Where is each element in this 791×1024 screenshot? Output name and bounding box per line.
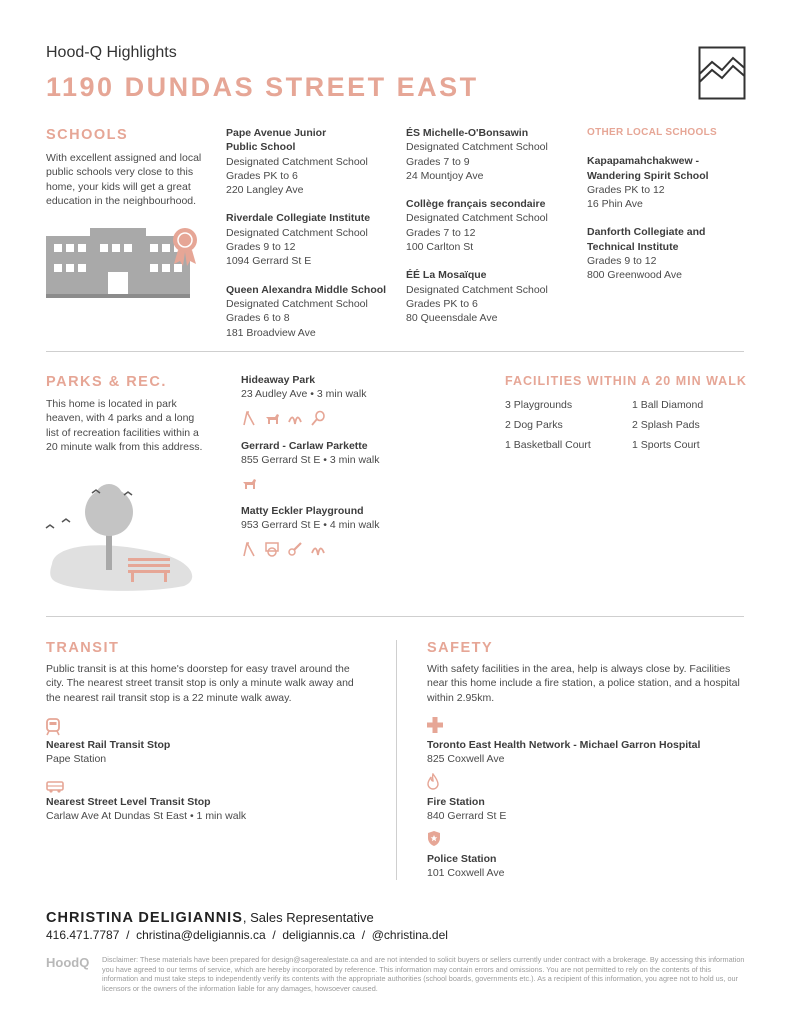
school-address: 181 Broadview Ave (226, 326, 316, 339)
police-badge-icon (427, 830, 441, 852)
park-amenity-icons (241, 475, 471, 491)
agent-name: CHRISTINA DELIGIANNIS (46, 910, 243, 926)
facilities-left (505, 395, 591, 455)
park-name: Hideaway Park (241, 374, 316, 386)
school-name: ÉS Michelle-O'Bonsawin (406, 127, 529, 139)
school-name: Technical Institute (587, 240, 679, 253)
school-grades: Grades 7 to 9 (406, 155, 470, 168)
police-station-label: Police Station (427, 853, 497, 865)
school-type: Designated Catchment School (226, 297, 368, 310)
playground-icon (241, 541, 257, 557)
school-name: Wandering Spirit School (587, 169, 709, 182)
school-grades: Grades PK to 12 (587, 183, 665, 196)
fire-station-label: Fire Station (427, 796, 485, 808)
schools-column-1 (226, 126, 396, 340)
house-mountain-logo-icon (698, 46, 746, 100)
splash-pad-icon (310, 541, 326, 557)
safety-title: SAFETY (427, 640, 494, 656)
street-stop-value: Carlaw Ave At Dundas St East • 1 min walk (46, 810, 247, 823)
facility-item: 2 Dog Parks (505, 419, 563, 431)
school-name: Riverdale Collegiate Institute (226, 212, 371, 225)
park-entry[interactable] (241, 439, 471, 492)
parks-list (241, 373, 471, 557)
playground-icon (241, 410, 257, 426)
section-divider (46, 351, 744, 352)
other-schools-title: OTHER LOCAL SCHOOLS (587, 127, 717, 138)
school-address: 100 Carlton St (406, 241, 474, 254)
park-detail: 953 Gerrard St E • 4 min walk (241, 519, 380, 532)
rail-stop-value: Pape Station (46, 753, 107, 766)
baseball-icon (287, 541, 303, 557)
column-divider (396, 640, 397, 880)
police-station-value: 101 Coxwell Ave (427, 867, 505, 880)
rail-stop-label: Nearest Rail Transit Stop (46, 739, 171, 751)
school-name: Collège français secondaire (406, 198, 546, 211)
school-address: 16 Phin Ave (587, 198, 643, 211)
facility-item: 3 Playgrounds (505, 399, 573, 411)
police-station[interactable] (427, 852, 504, 881)
school-grades: Grades 9 to 12 (226, 241, 296, 254)
school-grades: Grades PK to 6 (406, 297, 478, 310)
disclaimer: Disclaimer: These materials have been prepared for design@sagerealestate.ca and are not intended to solicit buyers or sellers currently under contract with a brokerage. By accessing this information you have agreed to our terms of service, which are hereby incorporated by reference. This information may contain errors and omissions. You are not permitted to rely on the contents of this information and must take steps to independently verify its contents with the appropriate authorities (school boards, governments etc.). As a recipient of this information, you agree not to hold us, our licensors or the owners of the information liable for any damages, howsoever caused. (102, 955, 745, 993)
school-address: 80 Queensdale Ave (406, 312, 498, 325)
school-entry[interactable] (587, 154, 757, 211)
facility-item: 1 Sports Court (632, 439, 700, 451)
school-name: Public School (226, 141, 296, 154)
hospital-label: Toronto East Health Network - Michael Garron Hospital (427, 739, 701, 751)
street-stop[interactable] (46, 795, 246, 824)
school-building-illustration (46, 222, 206, 305)
school-name: ÉÉ La Mosaïque (406, 269, 487, 282)
street-stop-label: Nearest Street Level Transit Stop (46, 796, 211, 808)
school-address: 1094 Gerrard St E (226, 255, 312, 268)
other-schools-column (587, 126, 757, 283)
park-amenity-icons (241, 410, 471, 426)
facility-item: 1 Basketball Court (505, 439, 591, 451)
park-tree-illustration (44, 480, 204, 597)
school-type: Designated Catchment School (406, 141, 548, 154)
tennis-icon (310, 410, 326, 426)
school-address: 800 Greenwood Ave (587, 269, 682, 282)
fire-station-value: 840 Gerrard St E (427, 810, 507, 823)
transit-description: Public transit is at this home's doorstep for easy travel around the city. The nearest street transit stop is only a minute walk away and the nearest rail transit stop is a 22 minute walk away. (46, 663, 354, 704)
school-entry[interactable] (226, 283, 396, 340)
schools-description: With excellent assigned and local public schools very close to this home, your kids will get a great education in the neighbourhood. (46, 152, 202, 208)
school-name: Pape Avenue Junior (226, 127, 327, 139)
school-type: Designated Catchment School (406, 283, 548, 296)
schools-title: SCHOOLS (46, 127, 129, 143)
splash-pad-icon (287, 410, 303, 426)
dog-icon (264, 410, 280, 426)
fire-station[interactable] (427, 795, 506, 824)
section-divider (46, 616, 744, 617)
park-entry[interactable] (241, 373, 471, 426)
park-entry[interactable] (241, 504, 471, 557)
park-name: Gerrard - Carlaw Parkette (241, 439, 368, 452)
school-name: Kapapamahchakwew - (587, 155, 700, 168)
school-entry[interactable] (226, 126, 396, 197)
parks-title: PARKS & REC. (46, 374, 167, 390)
school-grades: Grades 7 to 12 (406, 226, 476, 239)
school-address: 24 Mountjoy Ave (406, 169, 484, 182)
school-type: Designated Catchment School (226, 226, 368, 239)
school-type: Designated Catchment School (406, 212, 548, 225)
school-entry[interactable] (406, 268, 576, 325)
school-grades: Grades 9 to 12 (587, 255, 657, 268)
park-name: Matty Eckler Playground (241, 505, 364, 518)
school-type: Designated Catchment School (226, 155, 368, 168)
school-entry[interactable] (587, 225, 757, 282)
facilities-title: FACILITIES WITHIN A 20 MIN WALK (505, 374, 747, 388)
page-subtitle: Hood-Q Highlights (46, 44, 177, 61)
schools-column-2 (406, 126, 576, 326)
hoodq-brand-logo: HoodQ (46, 955, 90, 970)
safety-description: With safety facilities in the area, help is always close by. Facilities near this home include a fire station, a police station, and a hospital within 2.95km. (427, 663, 740, 704)
page-title: 1190 DUNDAS STREET EAST (46, 72, 479, 102)
agent-contact[interactable]: 416.471.7787 / christina@deligiannis.ca / deligiannis.ca / @christina.del (46, 928, 448, 942)
park-detail: 855 Gerrard St E • 3 min walk (241, 453, 380, 466)
school-grades: Grades PK to 6 (226, 169, 298, 182)
hospital-cross-icon (427, 717, 443, 738)
fire-icon (427, 773, 439, 795)
school-entry[interactable] (406, 126, 576, 183)
school-entry[interactable] (226, 211, 396, 268)
dog-icon (241, 475, 257, 491)
hospital-value: 825 Coxwell Ave (427, 753, 505, 766)
school-name: Queen Alexandra Middle School (226, 283, 387, 296)
transit-title: TRANSIT (46, 640, 120, 656)
agent-role: , Sales Representative (242, 910, 374, 925)
school-address: 220 Langley Ave (226, 184, 304, 197)
agent-line (46, 910, 374, 926)
rail-stop[interactable] (46, 738, 170, 767)
park-detail: 23 Audley Ave • 3 min walk (241, 388, 367, 401)
school-entry[interactable] (406, 197, 576, 254)
school-grades: Grades 6 to 8 (226, 312, 290, 325)
park-amenity-icons (241, 541, 471, 557)
basketball-icon (264, 541, 280, 557)
facility-item: 2 Splash Pads (632, 419, 700, 431)
facility-item: 1 Ball Diamond (632, 399, 704, 411)
facilities-right (632, 395, 703, 455)
hospital[interactable] (427, 738, 700, 767)
parks-description: This home is located in park heaven, with 4 parks and a long list of recreation facilities within a 20 minute walk from this address. (46, 398, 203, 454)
school-name: Danforth Collegiate and (587, 226, 706, 239)
